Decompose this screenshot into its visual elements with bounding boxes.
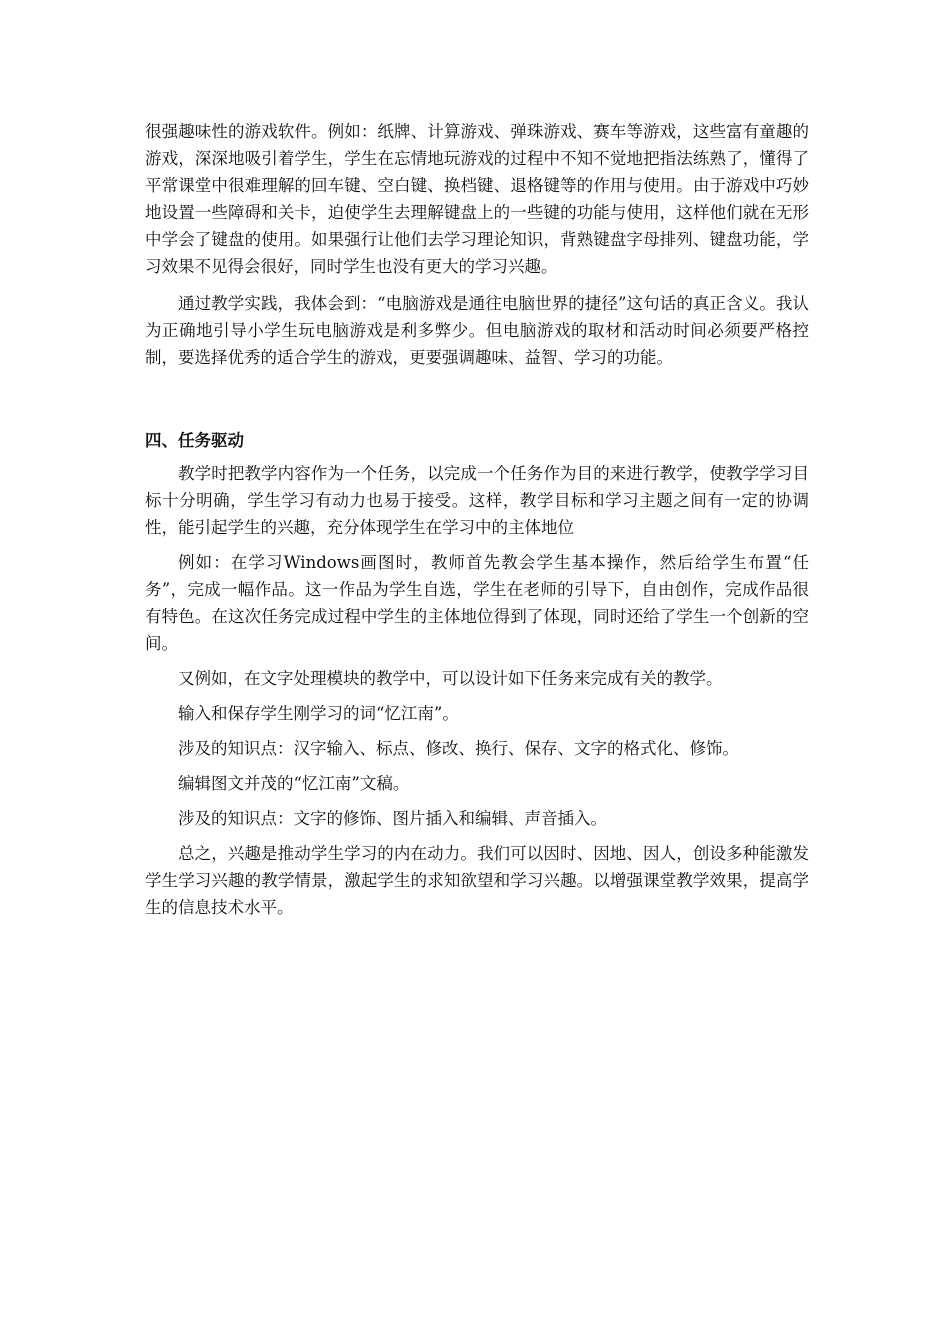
paragraph-task-definition: 教学时把教学内容作为一个任务，以完成一个任务作为目的来进行教学，使教学学习目标十分明确，学生学习有动力也易于接受。这样，教学目标和学习主题之间有一定的协调性，能引起学生的兴趣，充分体现学生在学习中的主体地位 — [145, 464, 809, 537]
paragraph-task-edit-document: 编辑图文并茂的“忆江南”文稿。 — [178, 774, 410, 793]
paragraph-games-intro: 很强趣味性的游戏软件。例如：纸牌、计算游戏、弹珠游戏、赛车等游戏，这些富有童趣的游戏，深深地吸引着学生，学生在忘情地玩游戏的过程中不知不觉地把指法练熟了，懂得了平常课堂中很难理解的回车键、空白键、换档键、退格键等的作用与使用。由于游戏中巧妙地设置一些障碍和关卡，迫使学生去理解键盘上的一些键的功能与使用，这样他们就在无形中学会了键盘的使用。如果强行让他们去学习理论知识，背熟键盘字母排列、键盘功能，学习效果不见得会很好，同时学生也没有更大的学习兴趣。 — [145, 122, 809, 276]
paragraph-windows-paint-example: 例如：在学习Windows画图时，教师首先教会学生基本操作，然后给学生布置“任务”，完成一幅作品。这一作品为学生自选，学生在老师的引导下，自由创作，完成作品很有特色。在这次任务完成过程中学生的主体地位得到了体现，同时还给了学生一个创新的空间。 — [145, 553, 809, 653]
section-heading-task-driven: 四、任务驱动 — [145, 431, 244, 450]
paragraph-word-processing-example: 又例如，在文字处理模块的教学中，可以设计如下任务来完成有关的教学。 — [178, 669, 723, 688]
paragraph-knowledge-points-2: 涉及的知识点：文字的修饰、图片插入和编辑、声音插入。 — [178, 809, 607, 828]
document-page — [145, 118, 809, 921]
paragraph-knowledge-points-1: 涉及的知识点：汉字输入、标点、修改、换行、保存、文字的格式化、修饰。 — [178, 739, 739, 758]
paragraph-conclusion: 总之，兴趣是推动学生学习的内在动力。我们可以因时、因地、因人，创设多种能激发学生学习兴趣的教学情景，激起学生的求知欲望和学习兴趣。以增强课堂教学效果，提高学生的信息技术水平。 — [145, 844, 809, 917]
paragraph-task-input-save: 输入和保存学生刚学习的词“忆江南”。 — [178, 704, 459, 723]
paragraph-teaching-practice: 通过教学实践，我体会到：“电脑游戏是通往电脑世界的捷径”这句话的真正含义。我认为正确地引导小学生玩电脑游戏是利多弊少。但电脑游戏的取材和活动时间必须要严格控制，要选择优秀的适合学生的游戏，更要强调趣味、益智、学习的功能。 — [145, 294, 809, 367]
